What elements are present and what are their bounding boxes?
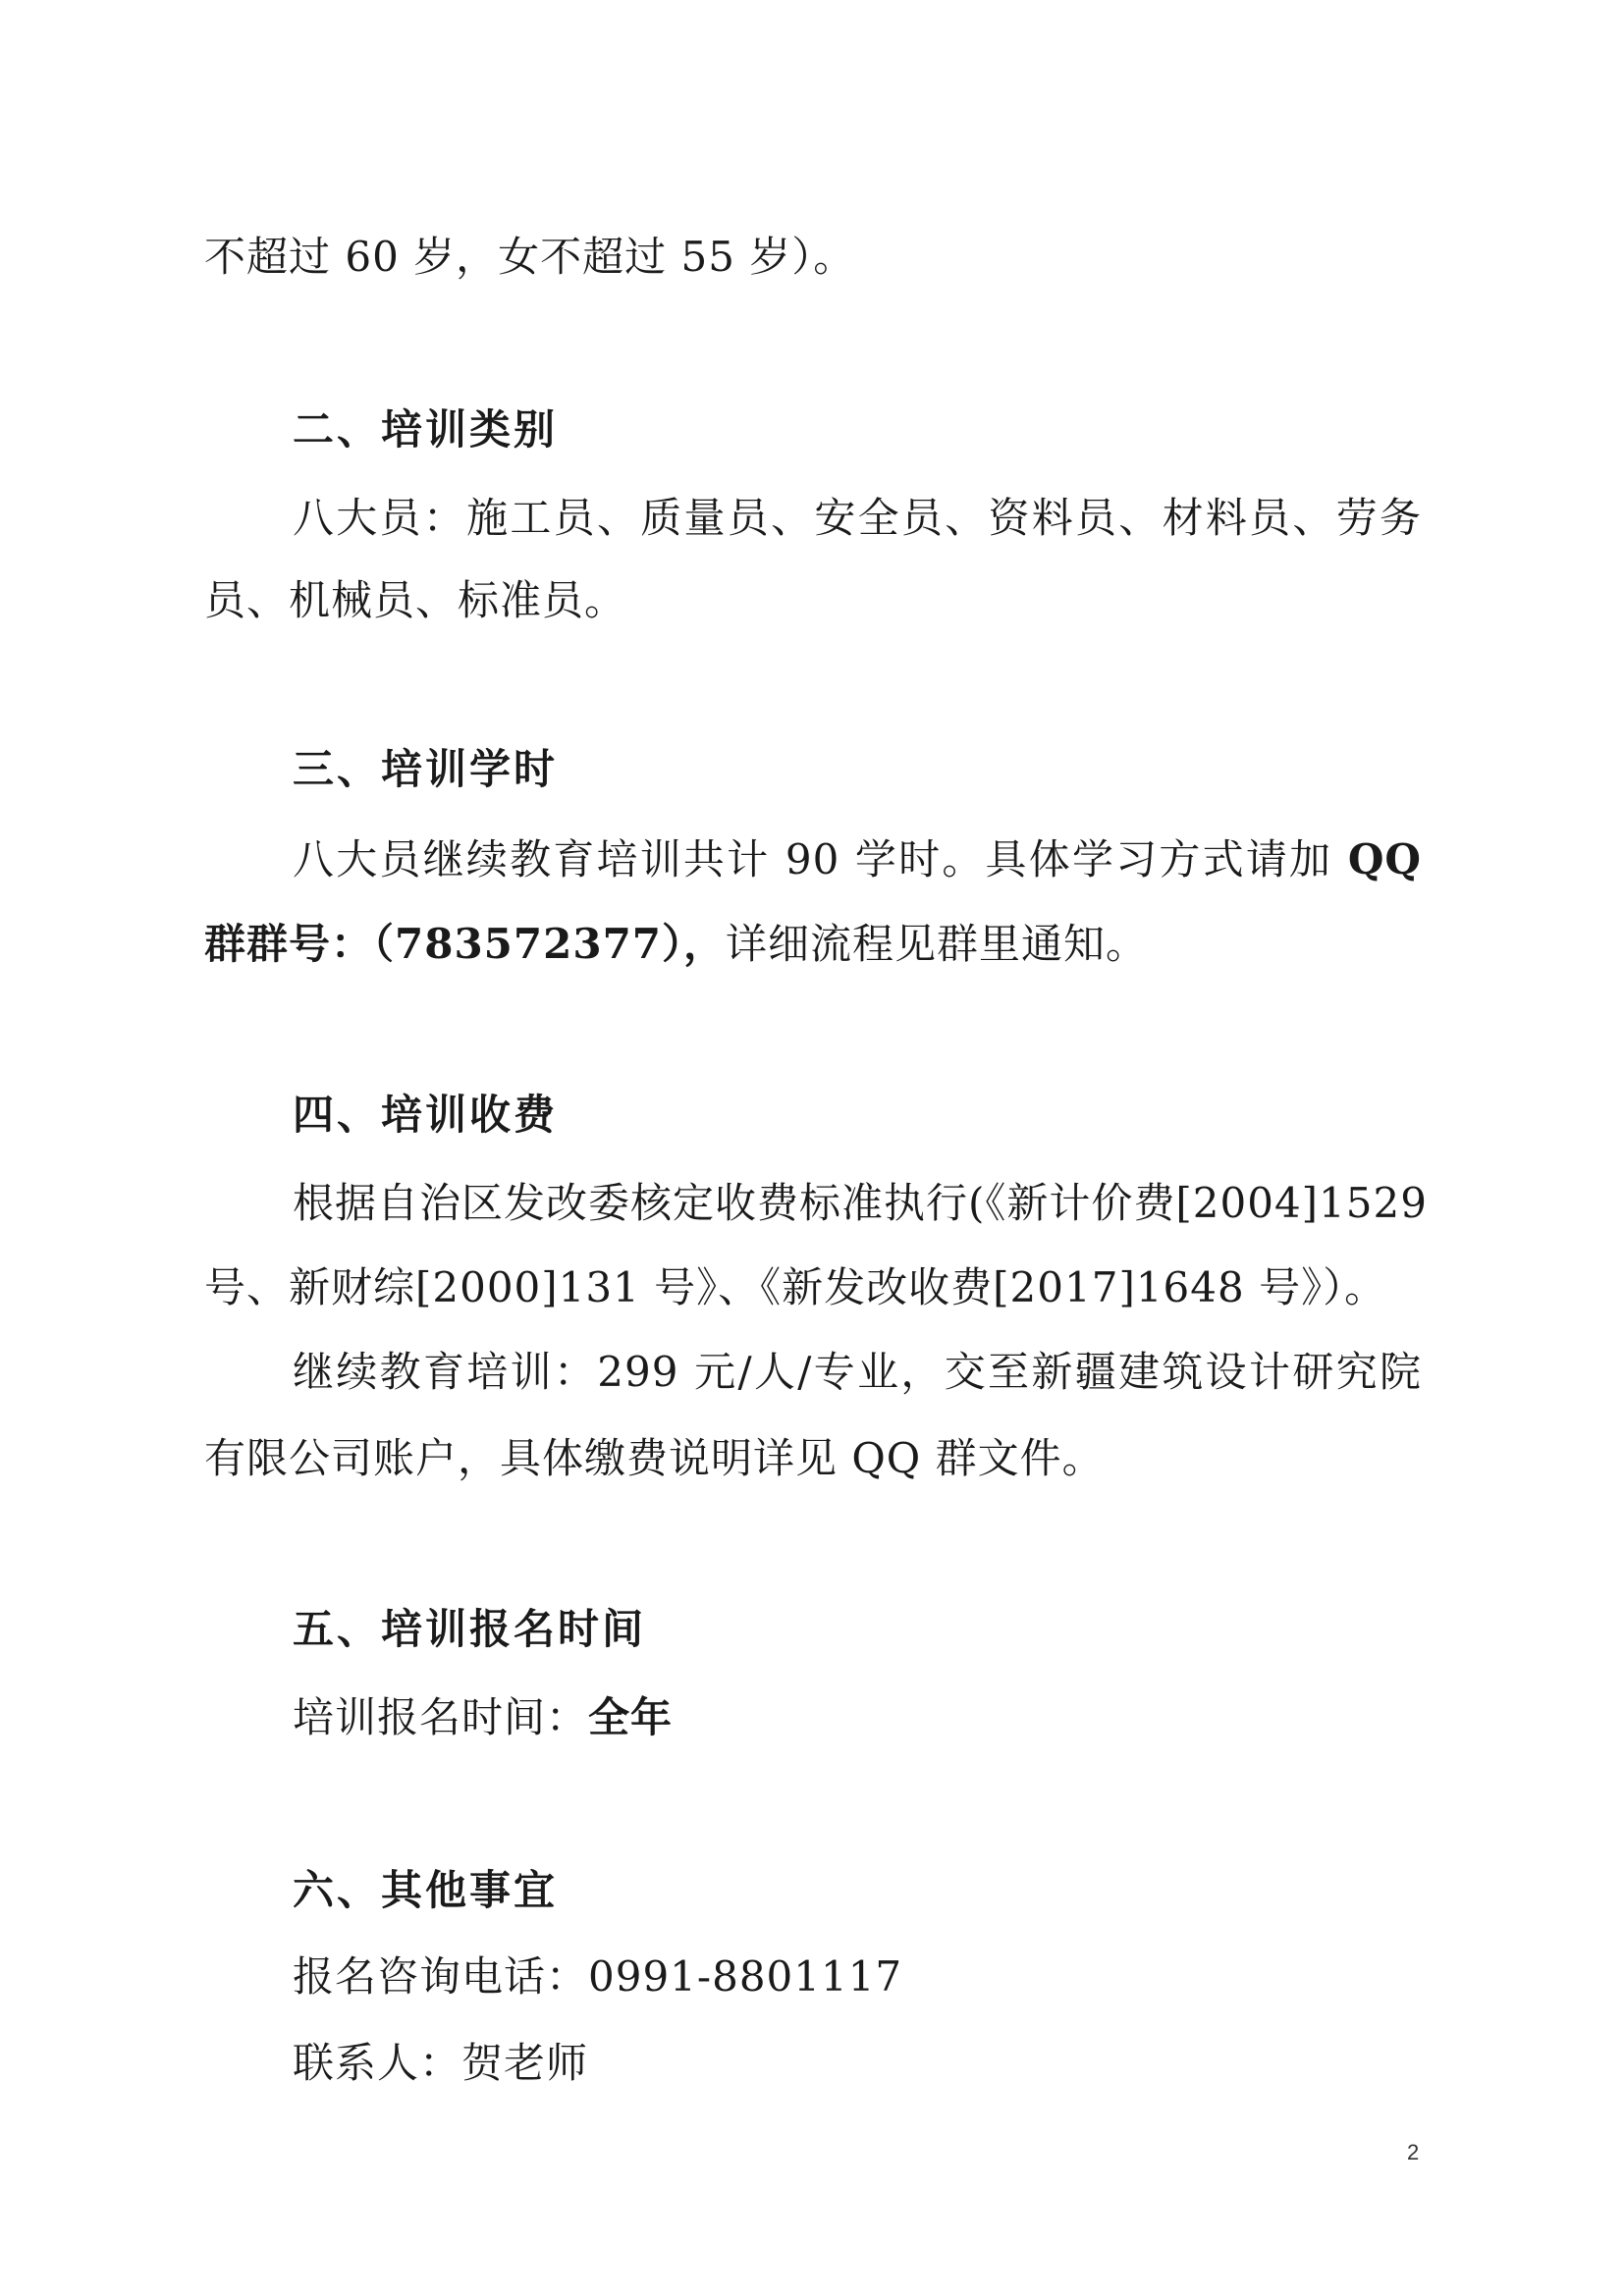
fees-para1-line-2: 号、新财综[2000]131 号》、《新发改收费[2017]1648 号》）。: [204, 1263, 1387, 1311]
qq-label: QQ: [1347, 835, 1422, 883]
page-number: 2: [1407, 2140, 1420, 2164]
section-heading-registration: 五、培训报名时间: [293, 1605, 647, 1653]
category-line-2: 员、机械员、标准员。: [204, 576, 627, 624]
hours-line-2-text: 详细流程见群里通知。: [726, 920, 1149, 968]
registration-label: 培训报名时间：: [293, 1693, 589, 1741]
section-heading-category: 二、培训类别: [293, 405, 559, 454]
hours-line-2: [204, 915, 1422, 974]
intro-continuation: 不超过 60 岁，女不超过 55 岁）。: [204, 233, 856, 281]
contact-line: [293, 2034, 1422, 2093]
hours-line-1-text: 八大员继续教育培训共计 90 学时。具体学习方式请加: [293, 835, 1333, 883]
registration-line: [293, 1688, 1422, 1747]
phone-line: [293, 1948, 1422, 2006]
contact-label: 联系人：: [293, 2039, 462, 2087]
fees-para1-line-1: 根据自治区发改委核定收费标准执行(《新计价费[2004]1529: [293, 1179, 1428, 1227]
qq-group-number: 群群号：（783572377），: [204, 920, 727, 968]
section-heading-fees: 四、培训收费: [293, 1091, 559, 1139]
section-heading-hours: 三、培训学时: [293, 745, 559, 793]
phone-number: 0991-8801117: [588, 1952, 903, 2001]
fees-para2-line-2: 有限公司账户，具体缴费说明详见 QQ 群文件。: [204, 1434, 1105, 1482]
phone-label: 报名咨询电话：: [293, 1952, 589, 2001]
registration-value: 全年: [588, 1693, 674, 1741]
contact-name: 贺老师: [461, 2039, 589, 2087]
section-heading-other: 六、其他事宜: [293, 1866, 559, 1914]
category-line-1: 八大员：施工员、质量员、安全员、资料员、材料员、劳务: [293, 494, 1422, 542]
fees-para2-line-1: 继续教育培训：299 元/人/专业，交至新疆建筑设计研究院: [293, 1348, 1422, 1396]
hours-line-1: [293, 830, 1422, 889]
